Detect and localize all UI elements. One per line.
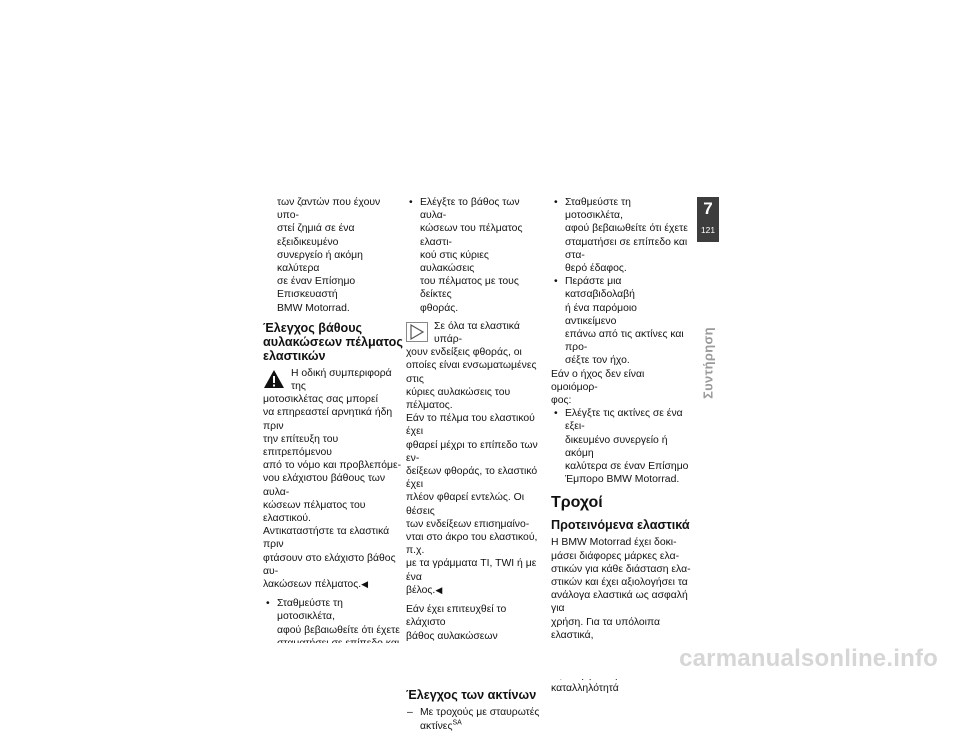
bullet-line: θερό έδαφος. <box>565 263 627 275</box>
body-line: στικών και έχει αξιολογήσει τα <box>551 577 688 589</box>
warning-line-text: λακώσεων πέλματος. <box>263 579 362 591</box>
body-line: Η BMW Motorrad έχει δοκι- <box>551 537 677 549</box>
condition-line: βάθος αυλακώσεων <box>406 630 498 642</box>
warning-line: φτάσουν στο ελάχιστο βάθος αυ- <box>263 552 396 577</box>
warning-line <box>263 578 403 591</box>
column-3 <box>551 196 691 695</box>
bullet-line: δικευμένο συνεργείο ή ακόμη <box>565 434 668 459</box>
bullet-line: • Ελέγξτε το βάθος των αυλα- <box>420 197 520 222</box>
page-number: 121 <box>701 225 715 235</box>
note-line: δείξεων φθοράς, το ελαστικό έχει <box>406 466 538 491</box>
warning-line: Η οδική συμπεριφορά της <box>291 367 392 393</box>
bullet-park <box>551 196 691 275</box>
warning-line: να επηρεαστεί αρνητικά ήδη πριν <box>263 407 393 432</box>
intro-line: συνεργείο ή ακόμη καλύτερα <box>277 249 363 275</box>
note-line: χουν ενδείξεις φθοράς, οι <box>406 347 522 359</box>
note-triangle-icon <box>406 322 428 342</box>
column-1 <box>263 196 403 677</box>
dash-line <box>420 720 546 733</box>
note-line: νται στο άκρο του ελαστικού, π.χ. <box>406 532 538 557</box>
note-line: Εάν το πέλμα του ελαστικού έχει <box>406 413 535 438</box>
bullet-line: • Σταθμεύστε τη μοτοσικλέτα, <box>565 197 631 222</box>
bullet-line: ή ένα παρόμοιο αντικείμενο <box>565 302 637 327</box>
bullet-line: • Ελέγξτε τις ακτίνες σε ένα εξει- <box>565 408 683 433</box>
body-line: ανάλογα ελαστικά ως ασφαλή για <box>551 590 688 615</box>
note-line: Σε όλα τα ελαστικά υπάρ- <box>434 320 520 346</box>
intro-line: στεί ζημιά σε ένα εξειδικευμένο <box>277 223 355 248</box>
note-line: των ενδείξεων επισημαίνο- <box>406 518 530 530</box>
dash-line-text: ακτίνες <box>420 720 453 732</box>
side-chapter-label <box>700 318 715 408</box>
bullet-line: αφού βεβαιωθείτε ότι έχετε <box>277 624 400 636</box>
bullet-line: κού στις κύριες αυλακώσεις <box>420 249 489 275</box>
bullet-line: επάνω από τις ακτίνες και προ- <box>565 329 684 354</box>
bullet-line: του πέλματος με τους δείκτες <box>420 276 519 301</box>
condition-line: Εάν έχει επιτευχθεί το ελάχιστο <box>406 604 507 629</box>
intro-line: BMW Motorrad. <box>277 302 350 314</box>
warning-line: νου ελάχιστου βάθους των αυλα- <box>263 473 386 498</box>
warning-line: από το νόμο και προβλεπόμε- <box>263 460 402 472</box>
body-line: στικών για κάθε διάσταση ελα- <box>551 563 691 575</box>
watermark: carmanualsonline.info <box>679 645 938 672</box>
warning-line: την επίτευξη του επιτρεπόμενου <box>263 433 339 459</box>
heading-tread-depth: Έλεγχος βάθους αυλακώσεων πέλματος ελαστικών <box>263 320 403 363</box>
bullet-line: σταματήσει σε επίπεδο και στα- <box>565 236 688 261</box>
end-of-topic-icon: ◀ <box>361 579 369 590</box>
note-line-text: βέλος. <box>406 584 436 596</box>
option-code: SA <box>452 719 462 727</box>
body-line: χρήση. Για τα υπόλοιπα ελαστικά, <box>551 616 661 641</box>
dash-item-spoked-wheels <box>406 706 546 732</box>
warning-block <box>263 367 403 591</box>
warning-line: Αντικαταστήστε τα ελαστικά πριν <box>263 526 390 551</box>
intro-line: σε έναν Επίσημο Επισκευαστή <box>277 276 356 301</box>
note-line: φθαρεί μέχρι το επίπεδο των εν- <box>406 439 538 464</box>
warning-line: κώσεων πέλματος του ελαστικού. <box>263 499 366 525</box>
bullet-line: σέξτε τον ήχο. <box>565 355 630 367</box>
chapter-tab <box>697 197 719 242</box>
bullet-line: φθοράς. <box>420 302 459 314</box>
bullet-line: • Περάστε μια κατσαβιδολαβή <box>565 276 635 301</box>
note-line <box>406 584 546 597</box>
bullet-line: • Σταθμεύστε τη μοτοσικλέτα, <box>277 598 343 623</box>
bullet-check-spokes <box>551 407 691 486</box>
bullet-line: καλύτερα σε έναν Επίσημο <box>565 461 689 473</box>
heading-recommended-tyres: Προτεινόμενα ελαστικά <box>551 518 690 533</box>
note-block <box>406 320 546 597</box>
condition-line: Εάν ο ήχος δεν είναι ομοιόμορ- <box>551 368 645 393</box>
note-line: πλέον φθαρεί εντελώς. Οι θέσεις <box>406 492 525 517</box>
warning-line: μοτοσικλέτας σας μπορεί <box>263 394 378 406</box>
bullet-screwdriver <box>551 275 691 367</box>
bullet-line: Έμπορο BMW Motorrad. <box>565 474 680 486</box>
end-of-topic-icon: ◀ <box>435 584 443 595</box>
bullet-line: κώσεων του πέλματος ελαστι- <box>420 223 523 248</box>
body-line: καταλληλότητά <box>551 682 619 694</box>
heading-spokes: Έλεγχος των ακτίνων <box>406 688 537 703</box>
note-line: κύριες αυλακώσεις του πέλματος. <box>406 386 511 412</box>
dash-line: – Με τροχούς με σταυρωτές <box>420 707 540 719</box>
condition-line: φος: <box>551 395 572 407</box>
body-line: μάσει διάφορες μάρκες ελα- <box>551 550 680 562</box>
note-line: με τα γράμματα TI, TWI ή με ένα <box>406 558 537 583</box>
intro-line: των ζαντών που έχουν υπο- <box>277 197 381 222</box>
chapter-number: 7 <box>703 199 713 218</box>
bullet-check-depth <box>406 196 546 315</box>
section-title-wheels: Τροχοί <box>551 494 603 512</box>
footer-bar <box>0 643 960 679</box>
bullet-line: αφού βεβαιωθείτε ότι έχετε <box>565 223 688 235</box>
note-line: οποίες είναι ενσωματωμένες στις <box>406 360 537 385</box>
warning-triangle-icon <box>263 369 285 389</box>
side-chapter-text: Συντήρηση <box>700 327 715 399</box>
